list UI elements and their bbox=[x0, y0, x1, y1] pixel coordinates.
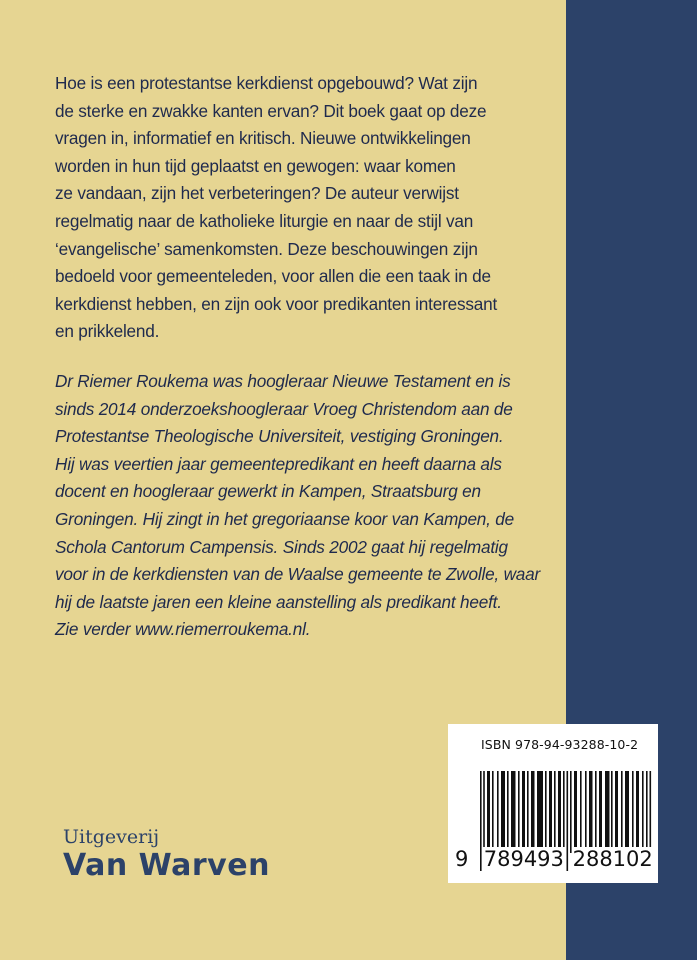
bio-line: hij de laatste jaren een kleine aanstelling als predikant heeft. bbox=[55, 591, 502, 612]
bio-line: Schola Cantorum Campensis. Sinds 2002 gaat hij regelmatig bbox=[55, 536, 508, 557]
barcode-group-2: 288102 bbox=[572, 847, 653, 871]
bio-line: Groningen. Hij zingt in het gregoriaanse koor van Kampen, de bbox=[55, 508, 515, 529]
publisher-label: Uitgeverij bbox=[63, 826, 160, 848]
barcode bbox=[448, 724, 658, 883]
bio-line: Hij was veertien jaar gemeentepredikant en heeft daarna als bbox=[55, 453, 502, 474]
barcode-first-digit: 9 bbox=[455, 847, 469, 871]
blurb-text bbox=[55, 70, 555, 346]
bio-line: docent en hoogleraar gewerkt in Kampen, Straatsburg en bbox=[55, 481, 481, 502]
isbn-label: ISBN 978-94-93288-10-2 bbox=[481, 737, 639, 752]
blurb-line: kerkdienst hebben, en zijn ook voor predikanten interessant bbox=[55, 293, 498, 314]
bio-line: Protestantse Theologische Universiteit, vestiging Groningen. bbox=[55, 426, 504, 447]
blurb-line: Hoe is een protestantse kerkdienst opgebouwd? Wat zijn bbox=[55, 73, 478, 93]
bio-line: Dr Riemer Roukema was hoogleraar Nieuwe Testament en is bbox=[55, 371, 511, 391]
publisher-logo bbox=[63, 826, 270, 884]
bio-line: sinds 2014 onderzoekshoogleraar Vroeg Christendom aan de bbox=[55, 398, 513, 419]
barcode-group-1: 789493 bbox=[483, 847, 564, 871]
publisher-name: Van Warven bbox=[63, 848, 270, 883]
blurb-line: ‘evangelische’ samenkomsten. Deze beschouwingen zijn bbox=[55, 238, 478, 259]
author-bio bbox=[55, 368, 555, 644]
blurb-line: ze vandaan, zijn het verbeteringen? De auteur verwijst bbox=[55, 183, 459, 204]
blurb-line: regelmatig naar de katholieke liturgie en naar de stijl van bbox=[55, 210, 474, 231]
bio-line: Zie verder www.riemerroukema.nl. bbox=[55, 619, 311, 640]
blurb-line: worden in hun tijd geplaatst en gewogen: waar komen bbox=[55, 155, 456, 176]
blurb-line: de sterke en zwakke kanten ervan? Dit boek gaat op deze bbox=[55, 100, 487, 121]
bio-line: voor in de kerkdiensten van de Waalse gemeente te Zwolle, waar bbox=[55, 564, 541, 585]
barcode-digits bbox=[454, 847, 654, 871]
blurb-line: bedoeld voor gemeenteleden, voor allen die een taak in de bbox=[55, 266, 491, 287]
blurb-line: vragen in, informatief en kritisch. Nieuwe ontwikkelingen bbox=[55, 128, 471, 149]
blurb-line: en prikkelend. bbox=[55, 321, 160, 342]
